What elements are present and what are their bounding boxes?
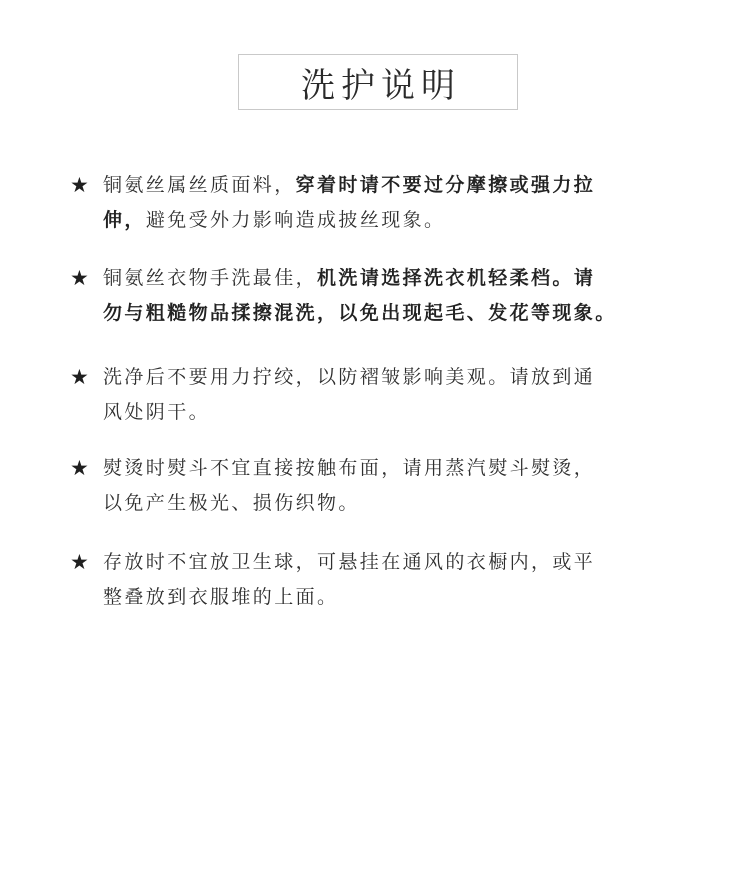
care-item xyxy=(70,451,670,521)
care-text-bold: 勿与粗糙物品揉擦混洗，以免出现起毛、发花等现象。 xyxy=(103,302,617,324)
care-text: 避免受外力影响造成披丝现象。 xyxy=(145,209,446,231)
care-item-line: 以免产生极光、损伤织物。 xyxy=(103,492,360,514)
care-item xyxy=(70,168,670,238)
star-icon: ★ xyxy=(70,173,92,197)
page-title: 洗护说明 xyxy=(301,65,461,106)
star-icon: ★ xyxy=(70,550,92,574)
care-text: 铜氨丝属丝质面料， xyxy=(103,174,296,196)
star-icon: ★ xyxy=(70,365,92,389)
care-item xyxy=(70,360,670,430)
star-icon: ★ xyxy=(70,266,92,290)
care-item-line xyxy=(103,203,670,238)
title-box xyxy=(238,54,518,110)
care-item-line: 整叠放到衣服堆的上面。 xyxy=(103,586,339,608)
care-text: 铜氨丝衣物手洗最佳， xyxy=(103,267,318,289)
care-item-line: 存放时不宜放卫生球，可悬挂在通风的衣橱内，或平 xyxy=(103,551,596,573)
care-item-line xyxy=(103,296,670,331)
care-text-bold: 穿着时请不要过分摩擦或强力拉 xyxy=(295,174,596,196)
care-item xyxy=(70,545,670,615)
care-text-bold: 伸， xyxy=(103,209,146,231)
star-icon: ★ xyxy=(70,456,92,480)
care-item-line: 风处阴干。 xyxy=(103,401,211,423)
care-item-line xyxy=(103,168,670,203)
care-text-bold: 机洗请选择洗衣机轻柔档。请 xyxy=(317,267,596,289)
care-instructions-list xyxy=(70,168,670,615)
care-item-line: 洗净后不要用力拧绞，以防褶皱影响美观。请放到通 xyxy=(103,366,596,388)
care-item xyxy=(70,261,670,331)
care-item-line xyxy=(103,261,670,296)
care-item-line: 熨烫时熨斗不宜直接按触布面，请用蒸汽熨斗熨烫， xyxy=(103,457,596,479)
